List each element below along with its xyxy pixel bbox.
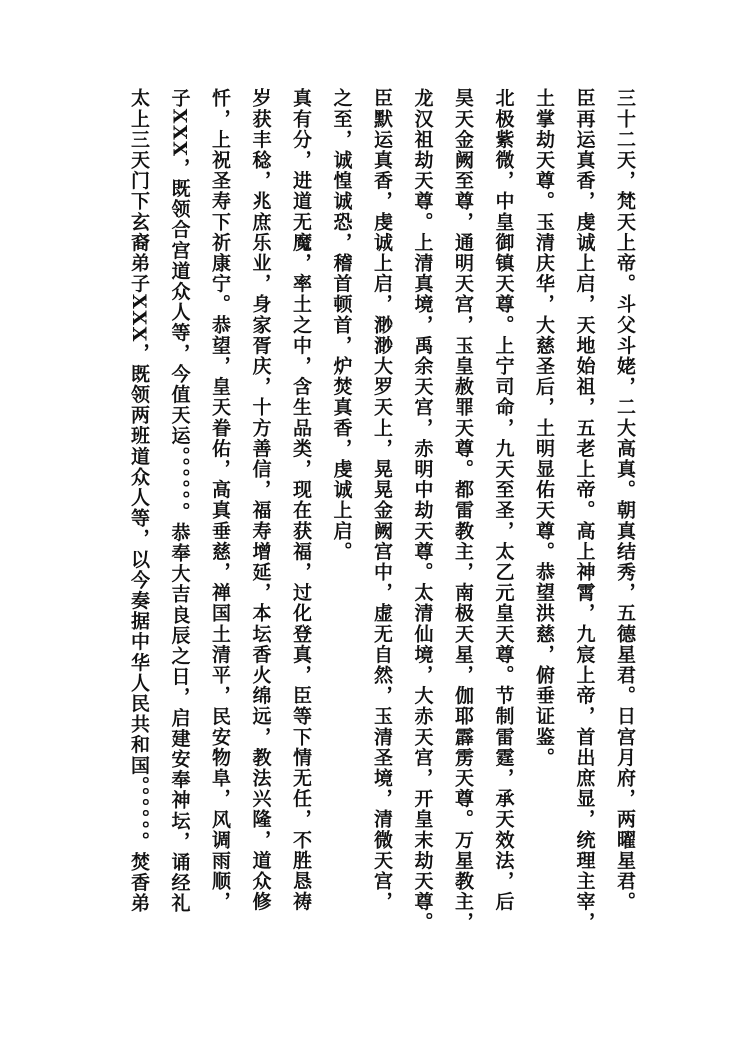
text-segment: 梵天上帝。 — [614, 191, 636, 294]
text-segment: 不胜恳祷 — [290, 829, 312, 913]
text-segment: 大慈圣后， — [533, 314, 555, 418]
text-segment: 伽耶霹雳天尊。 — [452, 685, 474, 830]
text-segment: 俯垂证鉴。 — [533, 664, 555, 768]
text-segment: XXX， — [128, 294, 150, 364]
text-segment: 龙汉祖劫天尊。 — [411, 88, 434, 233]
text-segment: 虚无自然， — [371, 603, 393, 707]
text-segment: 福寿增延， — [249, 500, 272, 603]
text-segment: 道众修 — [249, 850, 272, 913]
text-segment: 清微天宫， — [371, 809, 393, 913]
text-segment: 渺渺大罗天上， — [371, 314, 393, 459]
text-segment: 高真垂慈， — [209, 479, 231, 583]
text-segment: 诵经礼 — [168, 851, 191, 914]
text-segment: 朝真结秀， — [614, 500, 636, 603]
text-segment: 虔诚上启， — [573, 211, 596, 315]
text-column-12 — [161, 88, 198, 944]
text-segment: 进道无魔， — [290, 170, 312, 274]
text-segment: 以今奏据中华人民共和国。。。。。。 — [128, 549, 150, 852]
text-column-4 — [485, 88, 522, 944]
text-segment: 虔诚上启。 — [330, 458, 353, 562]
text-segment: 后 — [492, 891, 515, 913]
text-segment: 十方善信， — [249, 397, 272, 500]
text-segment: 焚香弟 — [128, 851, 150, 914]
text-segment: 今值天运。。。。。。 — [168, 363, 191, 523]
text-segment: 大赤天宫， — [411, 685, 434, 789]
text-segment: 禅国土清平， — [209, 582, 231, 707]
text-segment: 上祝圣寿下祈康宁。 — [209, 129, 231, 315]
text-segment: 玉清庆华， — [533, 211, 555, 315]
text-segment: 九宸上帝， — [573, 623, 596, 727]
text-segment: 日宫月府， — [614, 706, 636, 809]
text-segment: 万星教主， — [452, 829, 474, 933]
text-column-9 — [282, 88, 319, 944]
text-segment: 含生品类， — [290, 376, 312, 480]
text-segment: 中皇御镇天尊。 — [492, 191, 515, 336]
text-column-1 — [606, 88, 643, 944]
text-segment: 教法兴隆， — [249, 747, 272, 851]
text-segment: 恭奉大吉良辰之日， — [168, 522, 191, 708]
text-segment: 既领合宫道众人等， — [168, 178, 191, 364]
text-segment: 三十二天， — [614, 88, 636, 191]
text-segment: 恭望， — [209, 314, 231, 377]
text-segment: 五老上帝。 — [573, 417, 596, 521]
text-segment: 启建安奉神坛， — [168, 707, 191, 852]
text-segment: 天地始祖， — [573, 314, 596, 418]
text-segment: 节制雷霆， — [492, 685, 515, 789]
text-column-13 — [120, 88, 157, 944]
text-segment: 太上三天门下玄裔弟子 — [128, 88, 150, 294]
text-segment: 开皇末劫天尊。 — [411, 788, 434, 933]
text-segment: 晃晃金阙宫中， — [371, 458, 393, 604]
text-segment: 过化登真， — [290, 582, 312, 686]
text-segment: 太乙元皇天尊。 — [492, 541, 515, 686]
text-segment: 五德星君。 — [614, 603, 636, 706]
text-segment: 上清真境， — [411, 232, 434, 336]
text-segment: 炉焚真香， — [330, 355, 353, 459]
text-segment: 太清仙境， — [411, 582, 434, 686]
text-segment: 高上神霄， — [573, 520, 596, 624]
text-segment: 子 — [168, 88, 191, 109]
text-segment: 诚惶诚恐， — [330, 149, 353, 253]
text-column-3 — [525, 88, 562, 944]
text-column-11 — [201, 88, 238, 944]
text-segment: 承天效法， — [492, 788, 515, 892]
text-segment: 首出庶显， — [573, 726, 596, 830]
text-segment: 上宁司命， — [492, 335, 515, 439]
text-segment: 都雷教主， — [452, 479, 474, 583]
text-segment: 兆庶乐业， — [249, 191, 272, 294]
text-segment: 赤明中劫天尊。 — [411, 438, 434, 583]
text-segment: 九天至圣， — [492, 438, 515, 542]
text-segment: 现在获福， — [290, 479, 312, 583]
text-column-6 — [404, 88, 441, 944]
text-segment: 率土之中， — [290, 273, 312, 377]
text-segment: 禹余天宫， — [411, 335, 434, 439]
text-segment: 昊天金阙至尊， — [452, 88, 474, 233]
text-segment: 臣再运真香， — [573, 88, 596, 212]
text-segment: 通明天宫， — [452, 232, 474, 336]
text-segment: 之至， — [330, 88, 353, 150]
text-column-2 — [566, 88, 603, 944]
text-segment: 两曜星君。 — [614, 809, 636, 912]
text-segment: 臣等下情无任， — [290, 685, 312, 830]
text-segment: 土掌劫天尊。 — [533, 88, 555, 212]
text-segment: 皇天眷佑， — [209, 376, 231, 480]
text-segment: XXX， — [168, 108, 191, 179]
text-segment: 岁获丰稔， — [249, 88, 272, 191]
text-segment: 玉皇赦罪天尊。 — [452, 335, 474, 480]
text-segment: 土明显佑天尊。 — [533, 417, 555, 562]
text-segment: 二大高真。 — [614, 397, 636, 500]
text-segment: 稽首顿首， — [330, 252, 353, 356]
text-column-5 — [444, 88, 481, 944]
text-segment: 虔诚上启， — [371, 211, 393, 315]
text-segment: 民安物阜， — [209, 706, 231, 810]
text-columns — [120, 88, 643, 944]
text-segment: 统理主宰， — [573, 829, 596, 933]
text-segment: 身家胥庆， — [249, 294, 272, 397]
text-segment: 本坛香火绵远， — [249, 603, 272, 748]
text-segment: 既领两班道众人等， — [128, 363, 150, 550]
text-segment: 风调雨顺， — [209, 809, 231, 913]
text-column-10 — [242, 88, 279, 944]
text-segment: 恭望洪慈， — [533, 561, 555, 665]
text-segment: 臣默运真香， — [371, 88, 393, 212]
text-segment: 玉清圣境， — [371, 706, 393, 810]
text-column-7 — [363, 88, 400, 944]
text-segment: 斗父斗姥， — [614, 294, 636, 397]
text-segment: 南极天星， — [452, 582, 474, 686]
text-segment: 真有分， — [290, 88, 312, 171]
text-segment: 北极紫微， — [492, 88, 515, 191]
text-segment: 忏， — [209, 88, 231, 130]
text-column-8 — [323, 88, 360, 944]
